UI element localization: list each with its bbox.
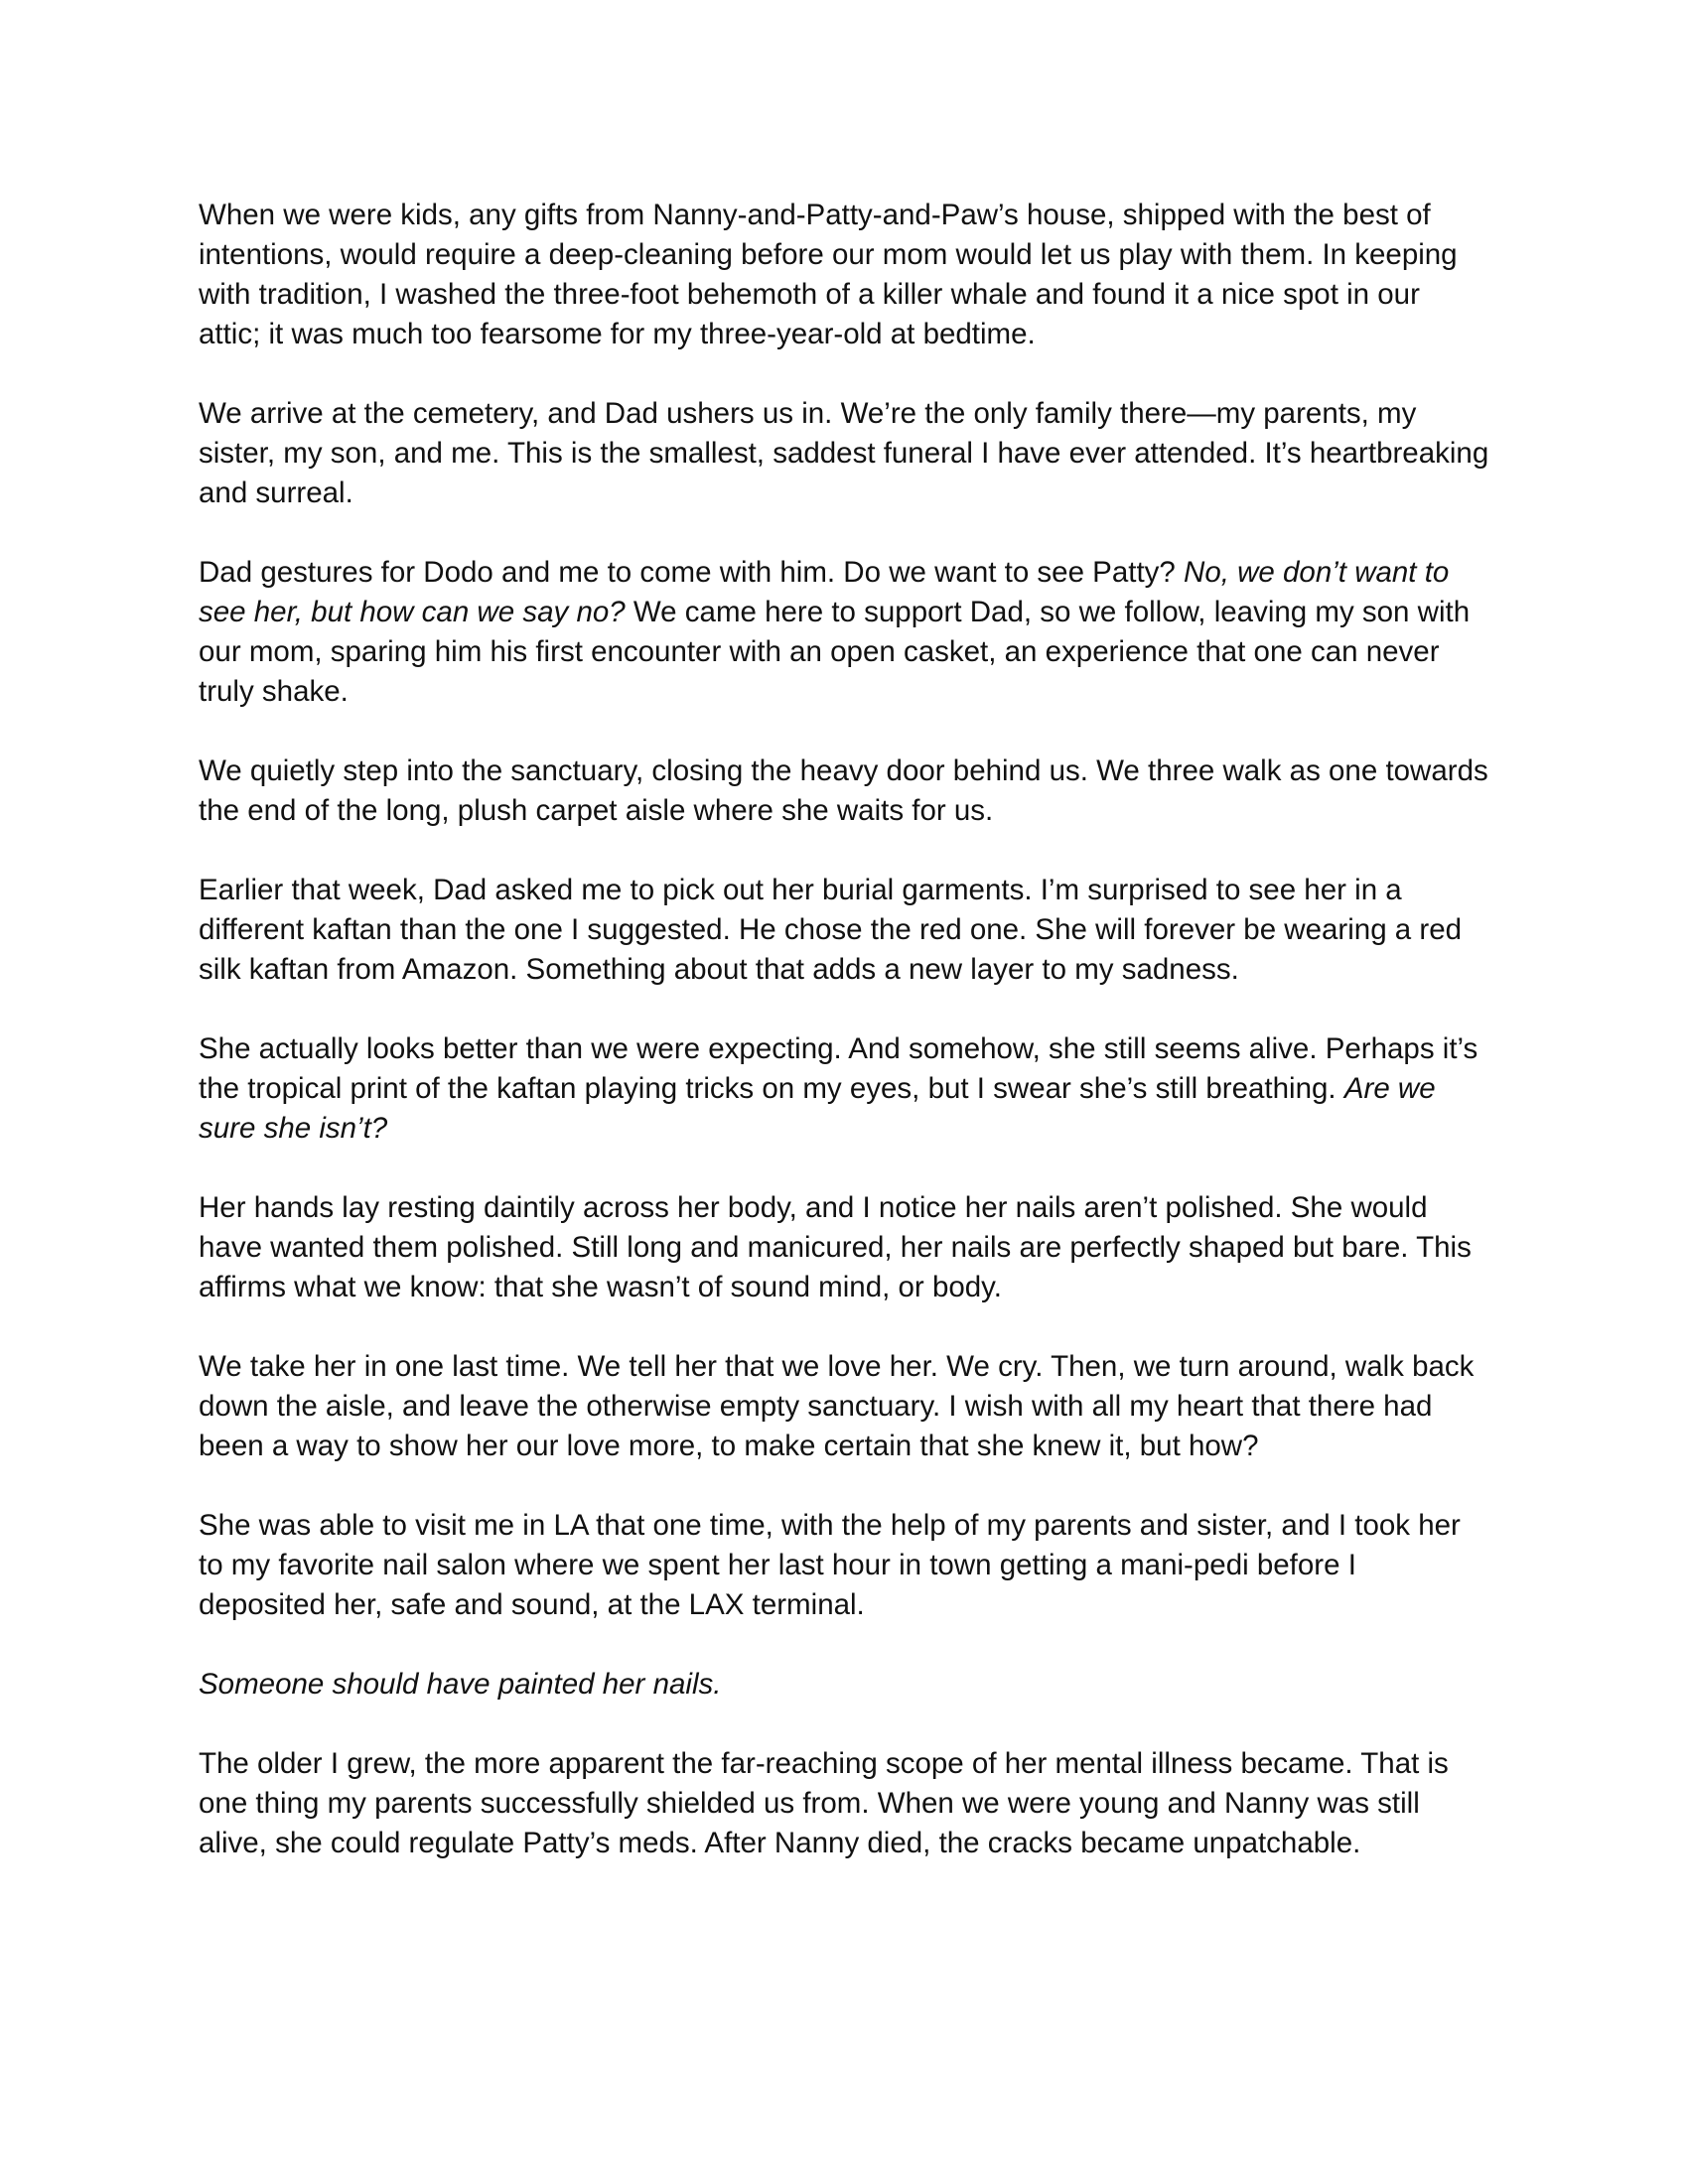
- paragraph-text: She was able to visit me in LA that one time, with the help of my parents and sister, and I took her to my favorite nail salon where we spent her last hour in town getting a mani-pedi before I deposited her, safe and sound, at the LAX terminal.: [199, 1509, 1461, 1621]
- paragraph-3: [199, 553, 1489, 712]
- paragraph-text: She actually looks better than we were expecting. And somehow, she still seems alive. Perhaps it’s the tropical print of the kaftan playing tricks on my eyes, but I swear she’s still breathing.: [199, 1032, 1478, 1105]
- paragraph-10-italic: [199, 1665, 1489, 1705]
- italic-inner-thought: Are we sure she isn’t?: [199, 1072, 1436, 1145]
- paragraph-text: Her hands lay resting daintily across her body, and I notice her nails aren’t polished. She would have wanted them polished. Still long and manicured, her nails are perfectly shaped but bare. This affirms what we know: that she wasn’t of sound mind, or body.: [199, 1191, 1472, 1303]
- paragraph-text: Dad gestures for Dodo and me to come with him. Do we want to see Patty?: [199, 556, 1185, 589]
- paragraph-9: [199, 1506, 1489, 1625]
- paragraph-text: We arrive at the cemetery, and Dad ushers us in. We’re the only family there—my parents, my sister, my son, and me. This is the smallest, saddest funeral I have ever attended. It’s heartbreaking and surreal.: [199, 397, 1489, 509]
- paragraph-4: [199, 751, 1489, 831]
- paragraph-text: We quietly step into the sanctuary, closing the heavy door behind us. We three walk as one towards the end of the long, plush carpet aisle where she waits for us.: [199, 754, 1488, 827]
- italic-inner-thought: Someone should have painted her nails.: [199, 1668, 722, 1701]
- paragraph-6: [199, 1029, 1489, 1149]
- paragraph-5: [199, 871, 1489, 990]
- paragraph-1: [199, 196, 1489, 354]
- document-body: [199, 196, 1489, 1863]
- italic-inner-thought: No, we don’t want to see her, but how can we say no?: [199, 556, 1450, 628]
- paragraph-text: The older I grew, the more apparent the far-reaching scope of her mental illness became. That is one thing my parents successfully shielded us from. When we were young and Nanny was still alive, she could regulate Patty’s meds. After Nanny died, the cracks became unpatchable.: [199, 1747, 1449, 1859]
- paragraph-text: Earlier that week, Dad asked me to pick out her burial garments. I’m surprised to see her in a different kaftan than the one I suggested. He chose the red one. She will forever be wearing a red silk kaftan from Amazon. Something about that adds a new layer to my sadness.: [199, 874, 1463, 986]
- paragraph-2: [199, 394, 1489, 513]
- paragraph-text: We came here to support Dad, so we follow, leaving my son with our mom, sparing him his first encounter with an open casket, an experience that one can never truly shake.: [199, 596, 1471, 708]
- paragraph-11: [199, 1744, 1489, 1863]
- paragraph-8: [199, 1347, 1489, 1466]
- paragraph-text: When we were kids, any gifts from Nanny-and-Patty-and-Paw’s house, shipped with the best of intentions, would require a deep-cleaning before our mom would let us play with them. In keeping with tradition, I washed the three-foot behemoth of a killer whale and found it a nice spot in our attic; it was much too fearsome for my three-year-old at bedtime.: [199, 199, 1458, 350]
- paragraph-7: [199, 1188, 1489, 1307]
- paragraph-text: We take her in one last time. We tell her that we love her. We cry. Then, we turn around, walk back down the aisle, and leave the otherwise empty sanctuary. I wish with all my heart that there had been a way to show her our love more, to make certain that she knew it, but how?: [199, 1350, 1475, 1462]
